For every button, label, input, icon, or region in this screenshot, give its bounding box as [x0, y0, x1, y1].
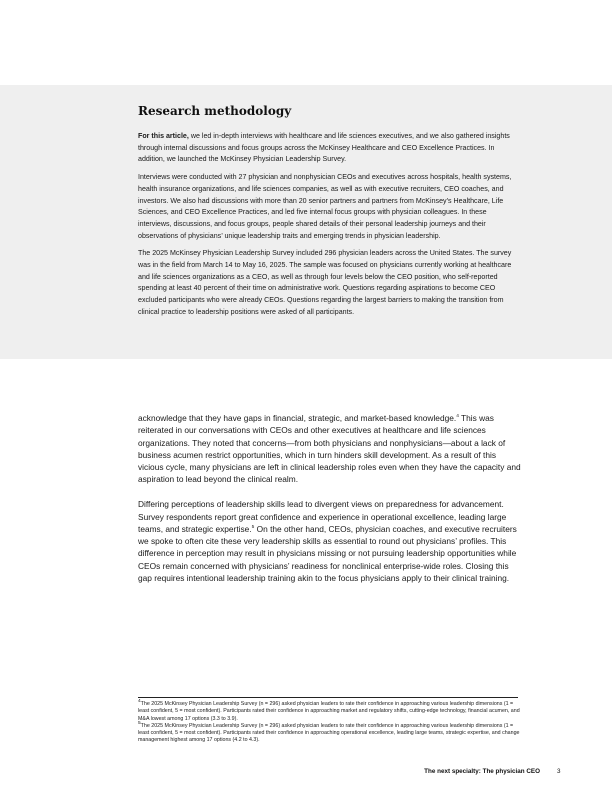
sidebar-lead-in: For this article,	[138, 132, 189, 140]
sidebar-paragraph: The 2025 McKinsey Physician Leadership Survey included 296 physician leaders across the United States. The survey was in the field from March 14 to May 16, 2025. The sample was focused on physicians currently working at healthcare and life sciences organizations as a CEO, as well as through four levels below the CEO position, who self-reported spending at least 40 percent of their time on administrative work. Questions regarding aspirations to become CEO excluded participants who were already CEOs. Questions regarding the largest barriers to making the transition from clinical practice to leadership positions were asked of all participants.	[138, 249, 512, 316]
body-paragraph	[138, 412, 522, 486]
sidebar-body	[138, 131, 522, 325]
sidebar-paragraph: Interviews were conducted with 27 physician and nonphysician CEOs and executives across hospitals, health systems, health insurance organizations, and life sciences companies, as well as with executive recruiters, CEO coaches, and investors. We also had discussions with more than 20 senior partners and partners from McKinsey’s Healthcare, Life Sciences, and CEO Excellence Practices, and led five internal focus groups with physician colleagues. In these interviews, discussions, and focus groups, people shared details of their personal leadership journeys and their observations of physicians’ unique leadership traits and emerging trends in physician leadership.	[138, 173, 512, 240]
sidebar-paragraph	[138, 131, 522, 166]
footnote-number: 5	[138, 721, 141, 727]
sidebar-title: Research methodology	[138, 104, 292, 118]
body-text: Differing perceptions of leadership skills lead to divergent views on preparedness for advancement. Survey respondents report great confidence and experience in operational excellence, leading large teams, and strategic expertise.	[138, 499, 507, 534]
footnotes	[138, 701, 522, 745]
footnote-text: The 2025 McKinsey Physician Leadership Survey (n = 296) asked physician leaders to rate their confidence in approaching various leadership dimensions (1 = least confident, 5 = most confident). Participants rated their confidence in approaching market and regulatory shifts, cutting-edge technology, financial acumen, and M&A lowest among 17 options (3.3 to 3.9).	[138, 701, 520, 722]
body-text: This was reiterated in our conversations with CEOs and other executives at healthcare and life sciences organizations. They noted that concerns—from both physicians and nonphysicians—about a lack of business acumen restrict opportunities, which in turn hinders skill development. As a result of this vicious cycle, many physicians are left in clinical leadership roles even when they have the capacity and aspiration to lead beyond the clinical realm.	[138, 413, 521, 485]
body-text: On the other hand, CEOs, physician coaches, and executive recruiters we spoke to often cite these very leadership skills as essential to round out physicians’ profiles. This difference in perception may result in physicians missing or not pursuing leadership opportunities while CEOs remain concerned with physicians’ readiness for nonclinical enterprise-wide roles. Closing this gap requires intentional leadership training akin to the focus physicians apply to their clinical training.	[138, 523, 517, 584]
footnote	[138, 723, 522, 745]
footnote-text: The 2025 McKinsey Physician Leadership Survey (n = 296) asked physician leaders to rate their confidence in approaching various leadership dimensions (1 = least confident, 5 = most confident). Participants rated their confidence in approaching operational excellence, leading large teams, strategic expertise, and change management highest among 17 options (4.2 to 4.3).	[138, 722, 520, 744]
footnote-number: 4	[138, 699, 141, 705]
footnote	[138, 701, 522, 723]
running-title: The next specialty: The physician CEO	[424, 768, 540, 775]
article-body	[138, 412, 522, 597]
sidebar-paragraph-text: we led in-depth interviews with healthcare and life sciences executives, and we also gathered insights through internal discussions and focus groups across the McKinsey Healthcare and CEO Excellence Practices. In addition, we launched the McKinsey Physician Leadership Survey.	[138, 132, 510, 164]
footnote-divider	[138, 697, 518, 698]
footnote-ref[interactable]: 5	[251, 525, 255, 531]
footnote-ref[interactable]: 4	[456, 414, 459, 420]
body-paragraph	[138, 498, 522, 584]
body-text: acknowledge that they have gaps in financial, strategic, and market-based knowledge.	[138, 413, 457, 423]
page-number: 3	[557, 768, 561, 775]
